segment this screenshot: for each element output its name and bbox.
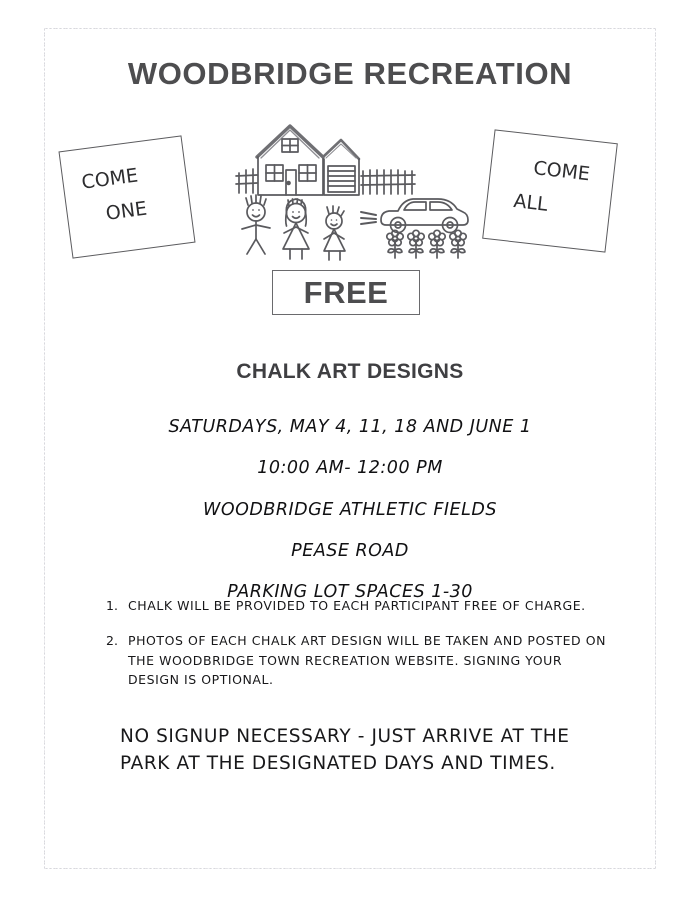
note-2-number: 2. <box>106 633 118 649</box>
note-item-1 <box>106 596 606 615</box>
stick-figure-girl-icon <box>283 199 309 259</box>
left-picket-fence-icon <box>236 169 257 193</box>
house-icon <box>257 126 323 195</box>
come-all-line-2: ALL <box>512 190 549 216</box>
note-1-number: 1. <box>106 598 118 613</box>
detail-line-dates: SATURDAYS, MAY 4, 11, 18 AND JUNE 1 <box>168 417 532 437</box>
right-picket-fence-icon <box>361 170 415 194</box>
come-one-line-2: ONE <box>104 197 149 225</box>
detail-line-venue: WOODBRIDGE ATHLETIC FIELDS <box>203 499 497 520</box>
flyer-content <box>44 28 656 869</box>
minivan-icon <box>361 199 468 233</box>
detail-line-street: PEASE ROAD <box>291 540 409 561</box>
free-badge <box>272 270 420 315</box>
stick-figure-boy-icon <box>242 195 270 254</box>
note-1-text: CHALK WILL BE PROVIDED TO EACH PARTICIPANT FREE OF CHARGE. <box>128 598 586 613</box>
come-all-badge <box>482 129 618 252</box>
detail-line-time: 10:00 AM- 12:00 PM <box>257 458 443 479</box>
flower-row-icon <box>387 230 466 258</box>
closing-paragraph <box>120 724 590 778</box>
come-one-line-1: COME <box>80 164 140 194</box>
note-item-2 <box>106 631 606 689</box>
detail-line-parking: PARKING LOT SPACES 1-30 <box>227 582 473 602</box>
garage-icon <box>323 140 359 195</box>
page-title: WOODBRIDGE RECREATION <box>127 56 573 91</box>
come-all-line-1: COME <box>532 157 592 186</box>
event-subheading: CHALK ART DESIGNS <box>236 360 464 383</box>
childrens-drawing-illustration <box>235 113 475 263</box>
event-details-list <box>44 418 656 624</box>
numbered-notes-list <box>106 596 606 706</box>
note-2-text: PHOTOS OF EACH CHALK ART DESIGN WILL BE TAKEN AND POSTED ON THE WOODBRIDGE TOWN RECREATION WEBSITE. SIGNING YOUR DESIGN IS OPTIONAL. <box>128 633 607 688</box>
free-label: FREE <box>303 275 389 310</box>
closing-line-2: PARK AT THE DESIGNATED DAYS AND TIMES. <box>120 752 556 774</box>
come-one-badge <box>58 135 195 258</box>
stick-figure-child-icon <box>324 206 345 260</box>
closing-line-1: NO SIGNUP NECESSARY - JUST ARRIVE AT THE <box>120 726 570 747</box>
